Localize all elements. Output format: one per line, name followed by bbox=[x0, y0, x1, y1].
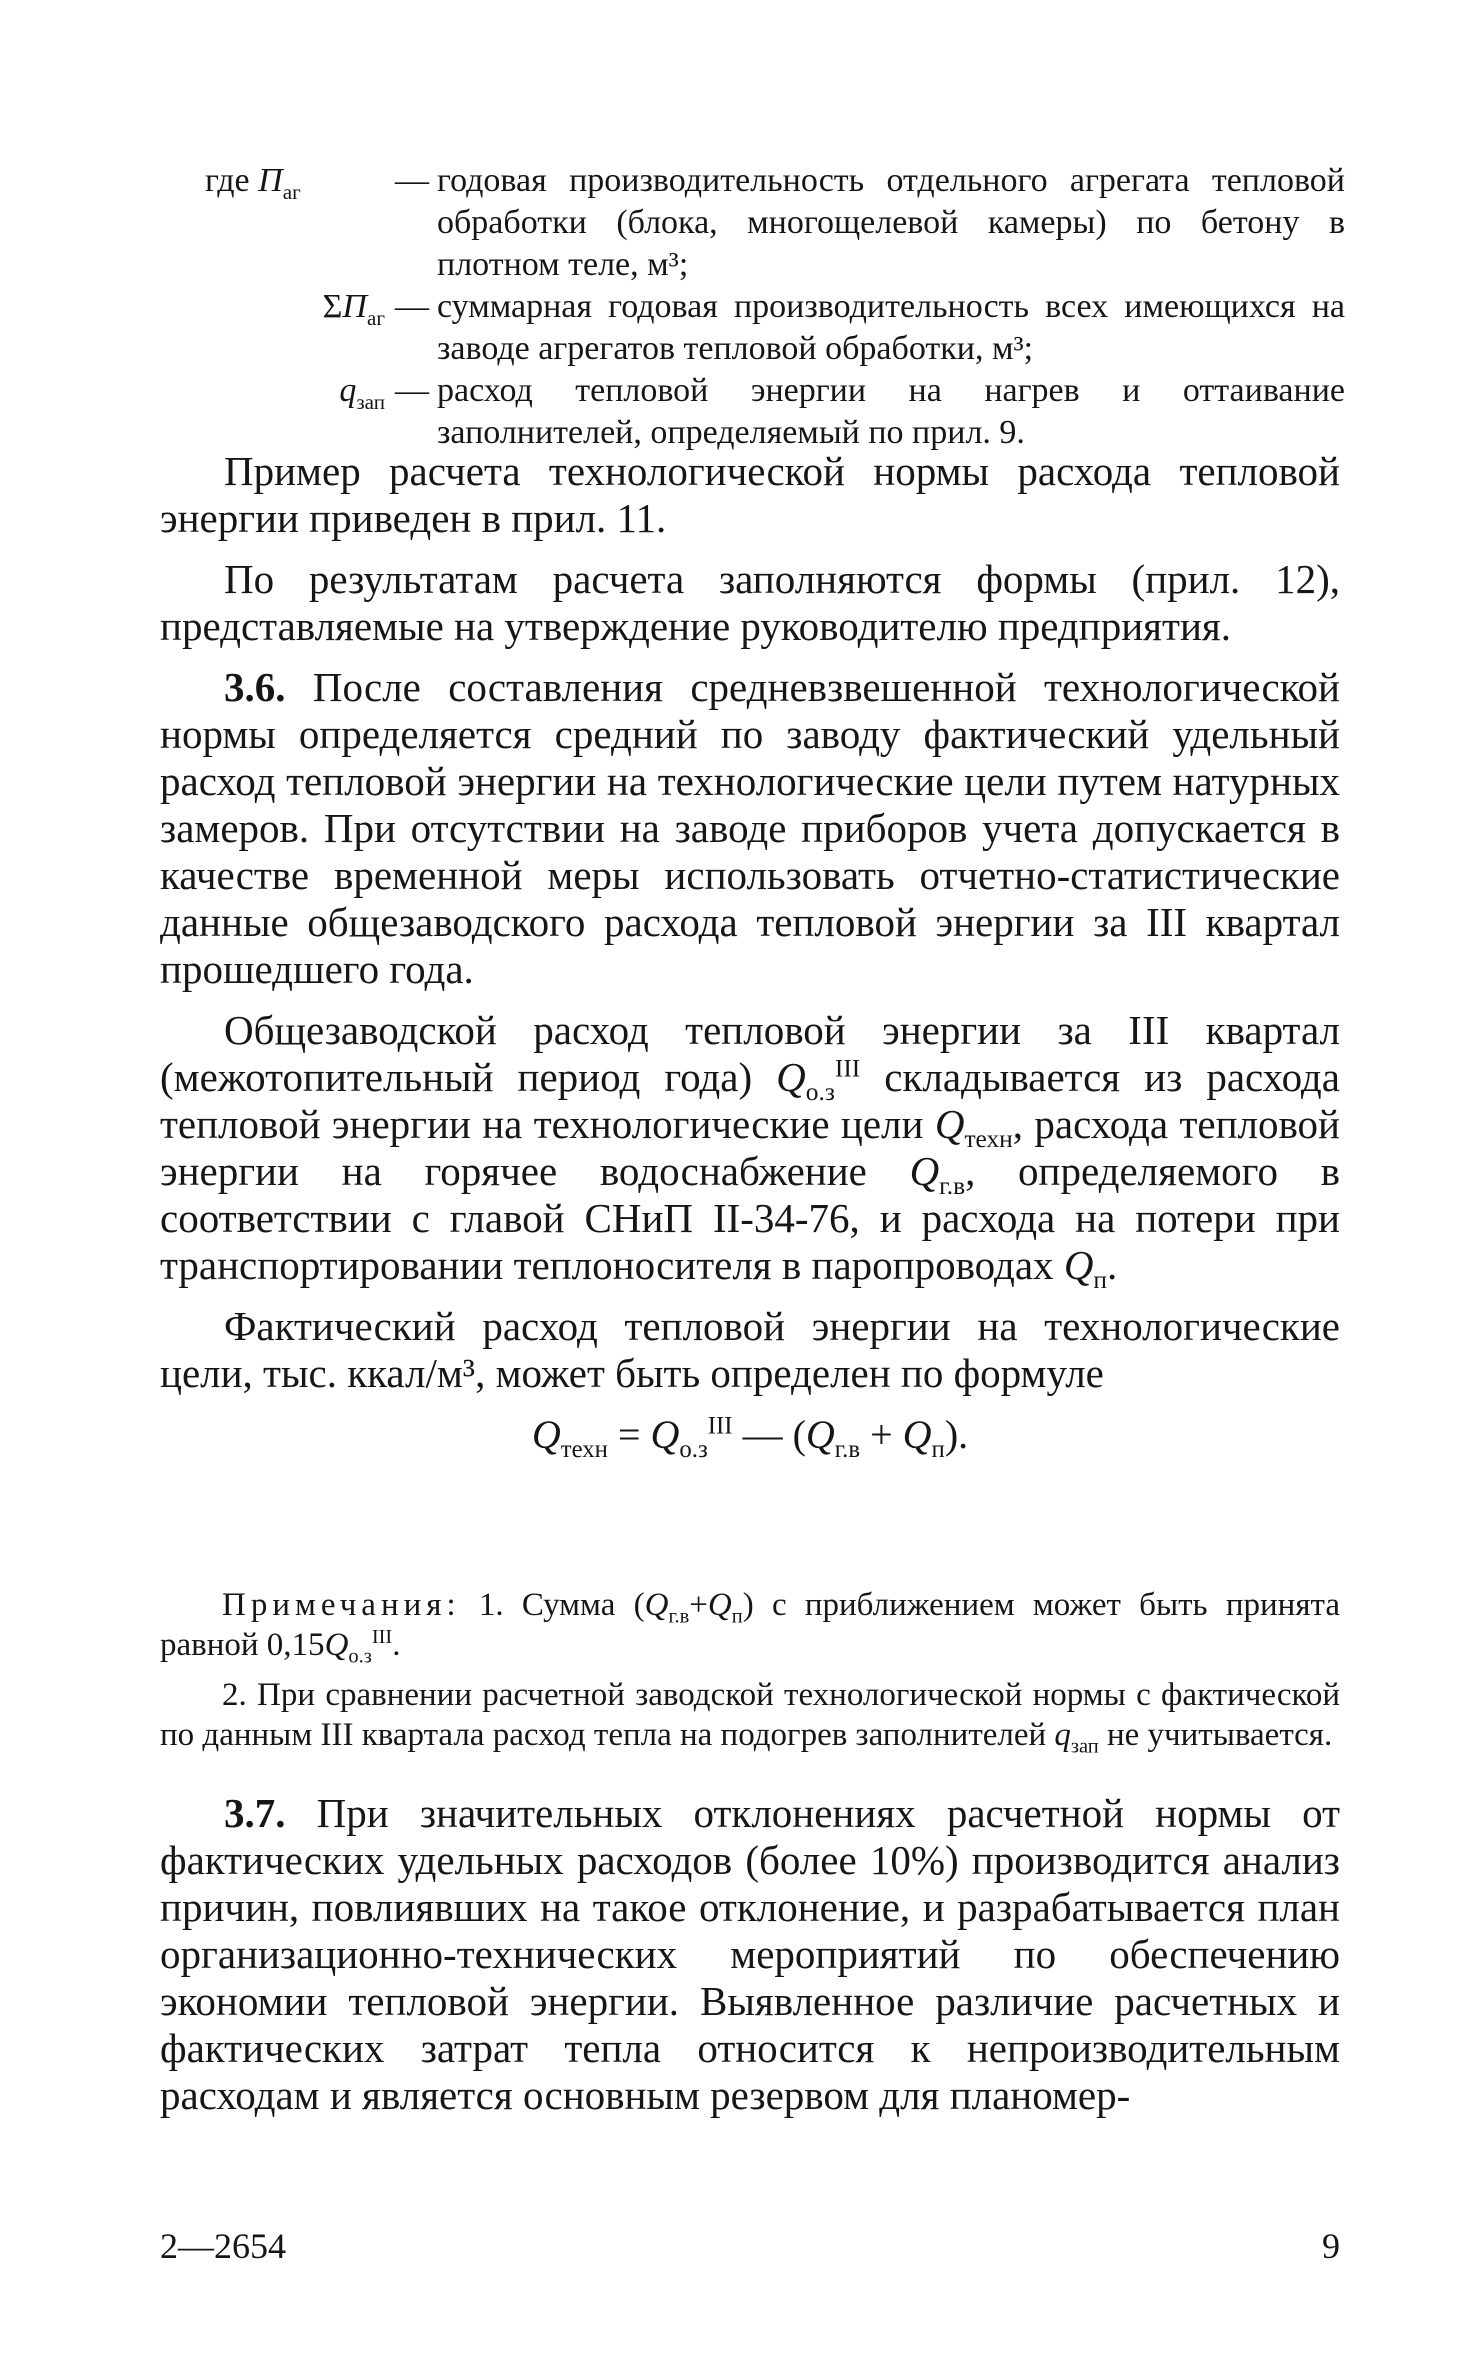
symbol-sub: п bbox=[731, 1605, 743, 1628]
definition-text: годовая производительность отдельного агрегата тепловой обработки (блока, многощелевой камеры) по бетону в плотном теле, м³; bbox=[437, 162, 1345, 283]
definition-text: расход тепловой энергии на нагрев и оттаивание заполнителей, определяемый по прил. 9. bbox=[437, 372, 1345, 451]
definition-row bbox=[205, 370, 1345, 454]
formula-sup: III bbox=[707, 1412, 733, 1440]
symbol-q: Q bbox=[909, 1148, 940, 1194]
definition-lead: где bbox=[205, 162, 250, 199]
symbol-sub: о.з bbox=[348, 1645, 372, 1668]
paragraph bbox=[160, 664, 1340, 993]
definition-lead: Σ bbox=[322, 288, 343, 325]
paragraph: Пример расчета технологической нормы расхода тепловой энергии приведен в прил. 11. bbox=[160, 448, 1340, 541]
paragraph-text: При значительных отклонениях расчетной нормы от фактических удельных расходов (более 10%) производится анализ причин, повлиявших на такое отклонение, и разрабатывается план организационно-технических мероприятий по обеспечению экономии тепловой энергии. Выявленное различие расчетных и фактических затрат тепла относится к непроизводительным расходам и является основным резервом для планомер- bbox=[160, 1790, 1340, 2118]
note-text: 2. При сравнении расчетной заводской технологической нормы с фактической по данным III квартала расход тепла на подогрев заполнителей bbox=[160, 1677, 1340, 1753]
symbol-sub: г.в bbox=[668, 1605, 690, 1628]
definition-row bbox=[205, 160, 1345, 286]
note-text: не учитывается. bbox=[1106, 1717, 1333, 1753]
note-text: ) с приближением может быть принята равной 0,15 bbox=[160, 1587, 1340, 1663]
symbol-q: Q bbox=[644, 1587, 669, 1623]
definition-symbol-sub: аг bbox=[282, 179, 301, 204]
paragraph-text: складывается из расхода тепловой энергии на технологические цели bbox=[160, 1054, 1340, 1147]
note-text: 1. Сумма ( bbox=[478, 1587, 645, 1623]
notes-block bbox=[160, 1585, 1340, 1765]
body-text bbox=[160, 448, 1340, 1472]
symbol-q: Q bbox=[1063, 1242, 1094, 1288]
formula-op: = bbox=[607, 1412, 651, 1457]
definition-symbol: П bbox=[258, 162, 283, 199]
paragraph bbox=[160, 1790, 1340, 2119]
definition-term bbox=[205, 370, 395, 412]
formula-sub: техн bbox=[560, 1436, 608, 1463]
formula-op: ). bbox=[944, 1412, 969, 1457]
symbol-definitions bbox=[205, 160, 1345, 454]
symbol-sup: III bbox=[371, 1626, 393, 1648]
paragraph-text: После составления средневзвешенной технологической нормы определяется средний по заводу фактический удельный расход тепловой энергии на технологические цели путем натурных замеров. При отсутствии на заводе приборов учета допускается в качестве временной меры использовать отчетно-статистические данные общезаводского расхода тепловой энергии за III квартал прошедшего года. bbox=[160, 664, 1340, 992]
note-text: . bbox=[392, 1627, 401, 1663]
formula-op: + bbox=[860, 1412, 903, 1457]
paragraph-text: , расхода тепловой энергии на горячее водоснабжение bbox=[160, 1101, 1340, 1194]
section-number: 3.6. bbox=[224, 664, 286, 710]
paragraph: Фактический расход тепловой энергии на технологические цели, тыс. ккал/м³, может быть определен по формуле bbox=[160, 1303, 1340, 1396]
symbol-sub: зап bbox=[1070, 1735, 1099, 1758]
symbol-sup: III bbox=[834, 1054, 861, 1083]
definition-term bbox=[205, 286, 395, 328]
formula-sub: п bbox=[931, 1436, 945, 1463]
symbol-q: Q bbox=[776, 1054, 806, 1100]
symbol-q: Q bbox=[934, 1101, 965, 1147]
formula-q: Q bbox=[650, 1412, 680, 1457]
body-text-continued bbox=[160, 1790, 1340, 2133]
paragraph bbox=[160, 1007, 1340, 1295]
page-number: 9 bbox=[1322, 2226, 1340, 2266]
definition-symbol-sub: зап bbox=[356, 389, 385, 414]
print-code: 2—2654 bbox=[160, 2226, 286, 2266]
note-1: Примечания: 1. Сумма $(Q_{г.в}+Q_п)$ с приближением может быть принята равной $0,15Q_{о.з}^{III}$. bbox=[160, 1587, 1340, 1668]
formula-sub: о.з bbox=[679, 1436, 708, 1463]
formula-q: Q bbox=[902, 1412, 932, 1457]
definition-row bbox=[205, 286, 1345, 370]
definition-symbol: q bbox=[339, 372, 357, 409]
definition-dash: — bbox=[395, 372, 429, 409]
definition-dash: — bbox=[395, 288, 429, 325]
symbol-sub: п bbox=[1093, 1266, 1108, 1295]
definition-term bbox=[205, 160, 395, 202]
paragraph-text: . bbox=[1107, 1242, 1118, 1288]
paragraph-text: , определяемого в соответствии с главой СНиП II-34-76, и расхода на потери при транспортировании теплоносителя в паропроводах bbox=[160, 1148, 1340, 1288]
formula bbox=[160, 1411, 1340, 1463]
paragraph-text: Общезаводской расход тепловой энергии за III квартал (межотопительный период года) bbox=[160, 1007, 1340, 1100]
formula-op: — ( bbox=[732, 1412, 806, 1457]
definition-dash: — bbox=[395, 162, 429, 199]
definition-text: суммарная годовая производительность всех имеющихся на заводе агрегатов тепловой обработки, м³; bbox=[437, 288, 1345, 367]
paragraph: По результатам расчета заполняются формы (прил. 12), представляемые на утверждение руководителю предприятия. bbox=[160, 556, 1340, 649]
page-footer bbox=[160, 2225, 1340, 2267]
formula-q: Q bbox=[531, 1412, 561, 1457]
definition-symbol: П bbox=[342, 288, 367, 325]
symbol-q: Q bbox=[324, 1627, 349, 1663]
formula-q: Q bbox=[805, 1412, 835, 1457]
symbol-sub: о.з bbox=[805, 1078, 835, 1107]
formula-sub: г.в bbox=[834, 1436, 861, 1463]
definition-symbol-sub: аг bbox=[366, 305, 385, 330]
notes-label: Примечания: bbox=[222, 1587, 461, 1623]
symbol-q: q bbox=[1054, 1717, 1071, 1753]
symbol-sub: г.в bbox=[939, 1172, 966, 1201]
symbol-q: Q bbox=[707, 1587, 732, 1623]
section-number: 3.7. bbox=[224, 1790, 286, 1836]
note-2 bbox=[160, 1675, 1340, 1758]
symbol-sub: техн bbox=[964, 1125, 1013, 1154]
